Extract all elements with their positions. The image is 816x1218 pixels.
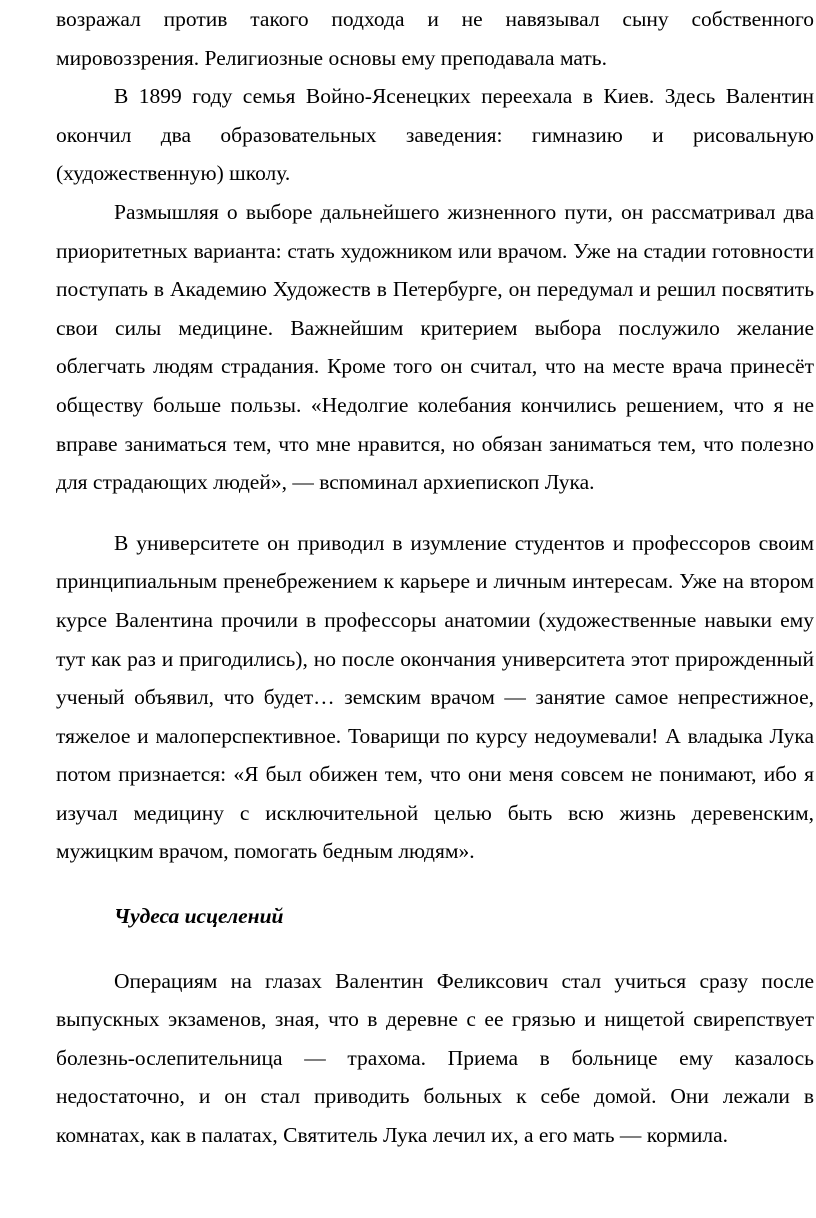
- paragraph-eye-surgery: Операциям на глазах Валентин Феликсович стал учиться сразу после выпускных экзаменов, зная, что в деревне с ее грязью и нищетой свирепствует болезнь-ослепительница — трахома. Приема в больнице ему казалось недостаточно, и он стал приводить больных к себе домой. Они лежали в комнатах, как в палатах, Святитель Лука лечил их, а его мать — кормила.: [56, 968, 814, 1148]
- paragraph-continuation: возражал против такого подхода и не навязывал сыну собственного мировоззрения. Религиозные основы ему преподавала мать.: [56, 7, 814, 70]
- paragraph-career-choice: Размышляя о выборе дальнейшего жизненного пути, он рассматривал два приоритетных варианта: стать художником или врачом. Уже на стадии готовности поступать в Академию Художеств в Петербурге, он передумал и решил посвятить свои силы медицине. Важнейшим критерием выбора послужило желание облегчать людям страдания. Кроме того он считал, что на месте врача принесёт обществу больше пользы. «Недолгие колебания кончились решением, что я не вправе заниматься тем, что мне нравится, но обязан заниматься тем, что полезно для страдающих людей», — вспоминал архиепископ Лука.: [56, 199, 814, 495]
- paragraph-university: В университете он приводил в изумление студентов и профессоров своим принципиальным пренебрежением к карьере и личным интересам. Уже на втором курсе Валентина прочили в профессоры анатомии (художественные навыки ему тут как раз и пригодились), но после окончания университета этот прирожденный ученый объявил, что будет… земским врачом — занятие самое непрестижное, тяжелое и малоперспективное. Товарищи по курсу недоумевали! А владыка Лука потом признается: «Я был обижен тем, что они меня совсем не понимают, ибо я изучал медицину с исключительной целью быть всю жизнь деревенским, мужицким врачом, помогать бедным людям».: [56, 530, 814, 864]
- paragraph-spacer: [56, 871, 814, 897]
- paragraph-spacer: [56, 502, 814, 524]
- section-heading: Чудеса исцелений: [114, 904, 284, 929]
- paragraph-spacer: [56, 936, 814, 962]
- paragraph-kiev-move: В 1899 году семья Войно-Ясенецких переехала в Киев. Здесь Валентин окончил два образовательных заведения: гимназию и рисовальную (художественную) школу.: [56, 84, 814, 186]
- document-page: [56, 0, 814, 1155]
